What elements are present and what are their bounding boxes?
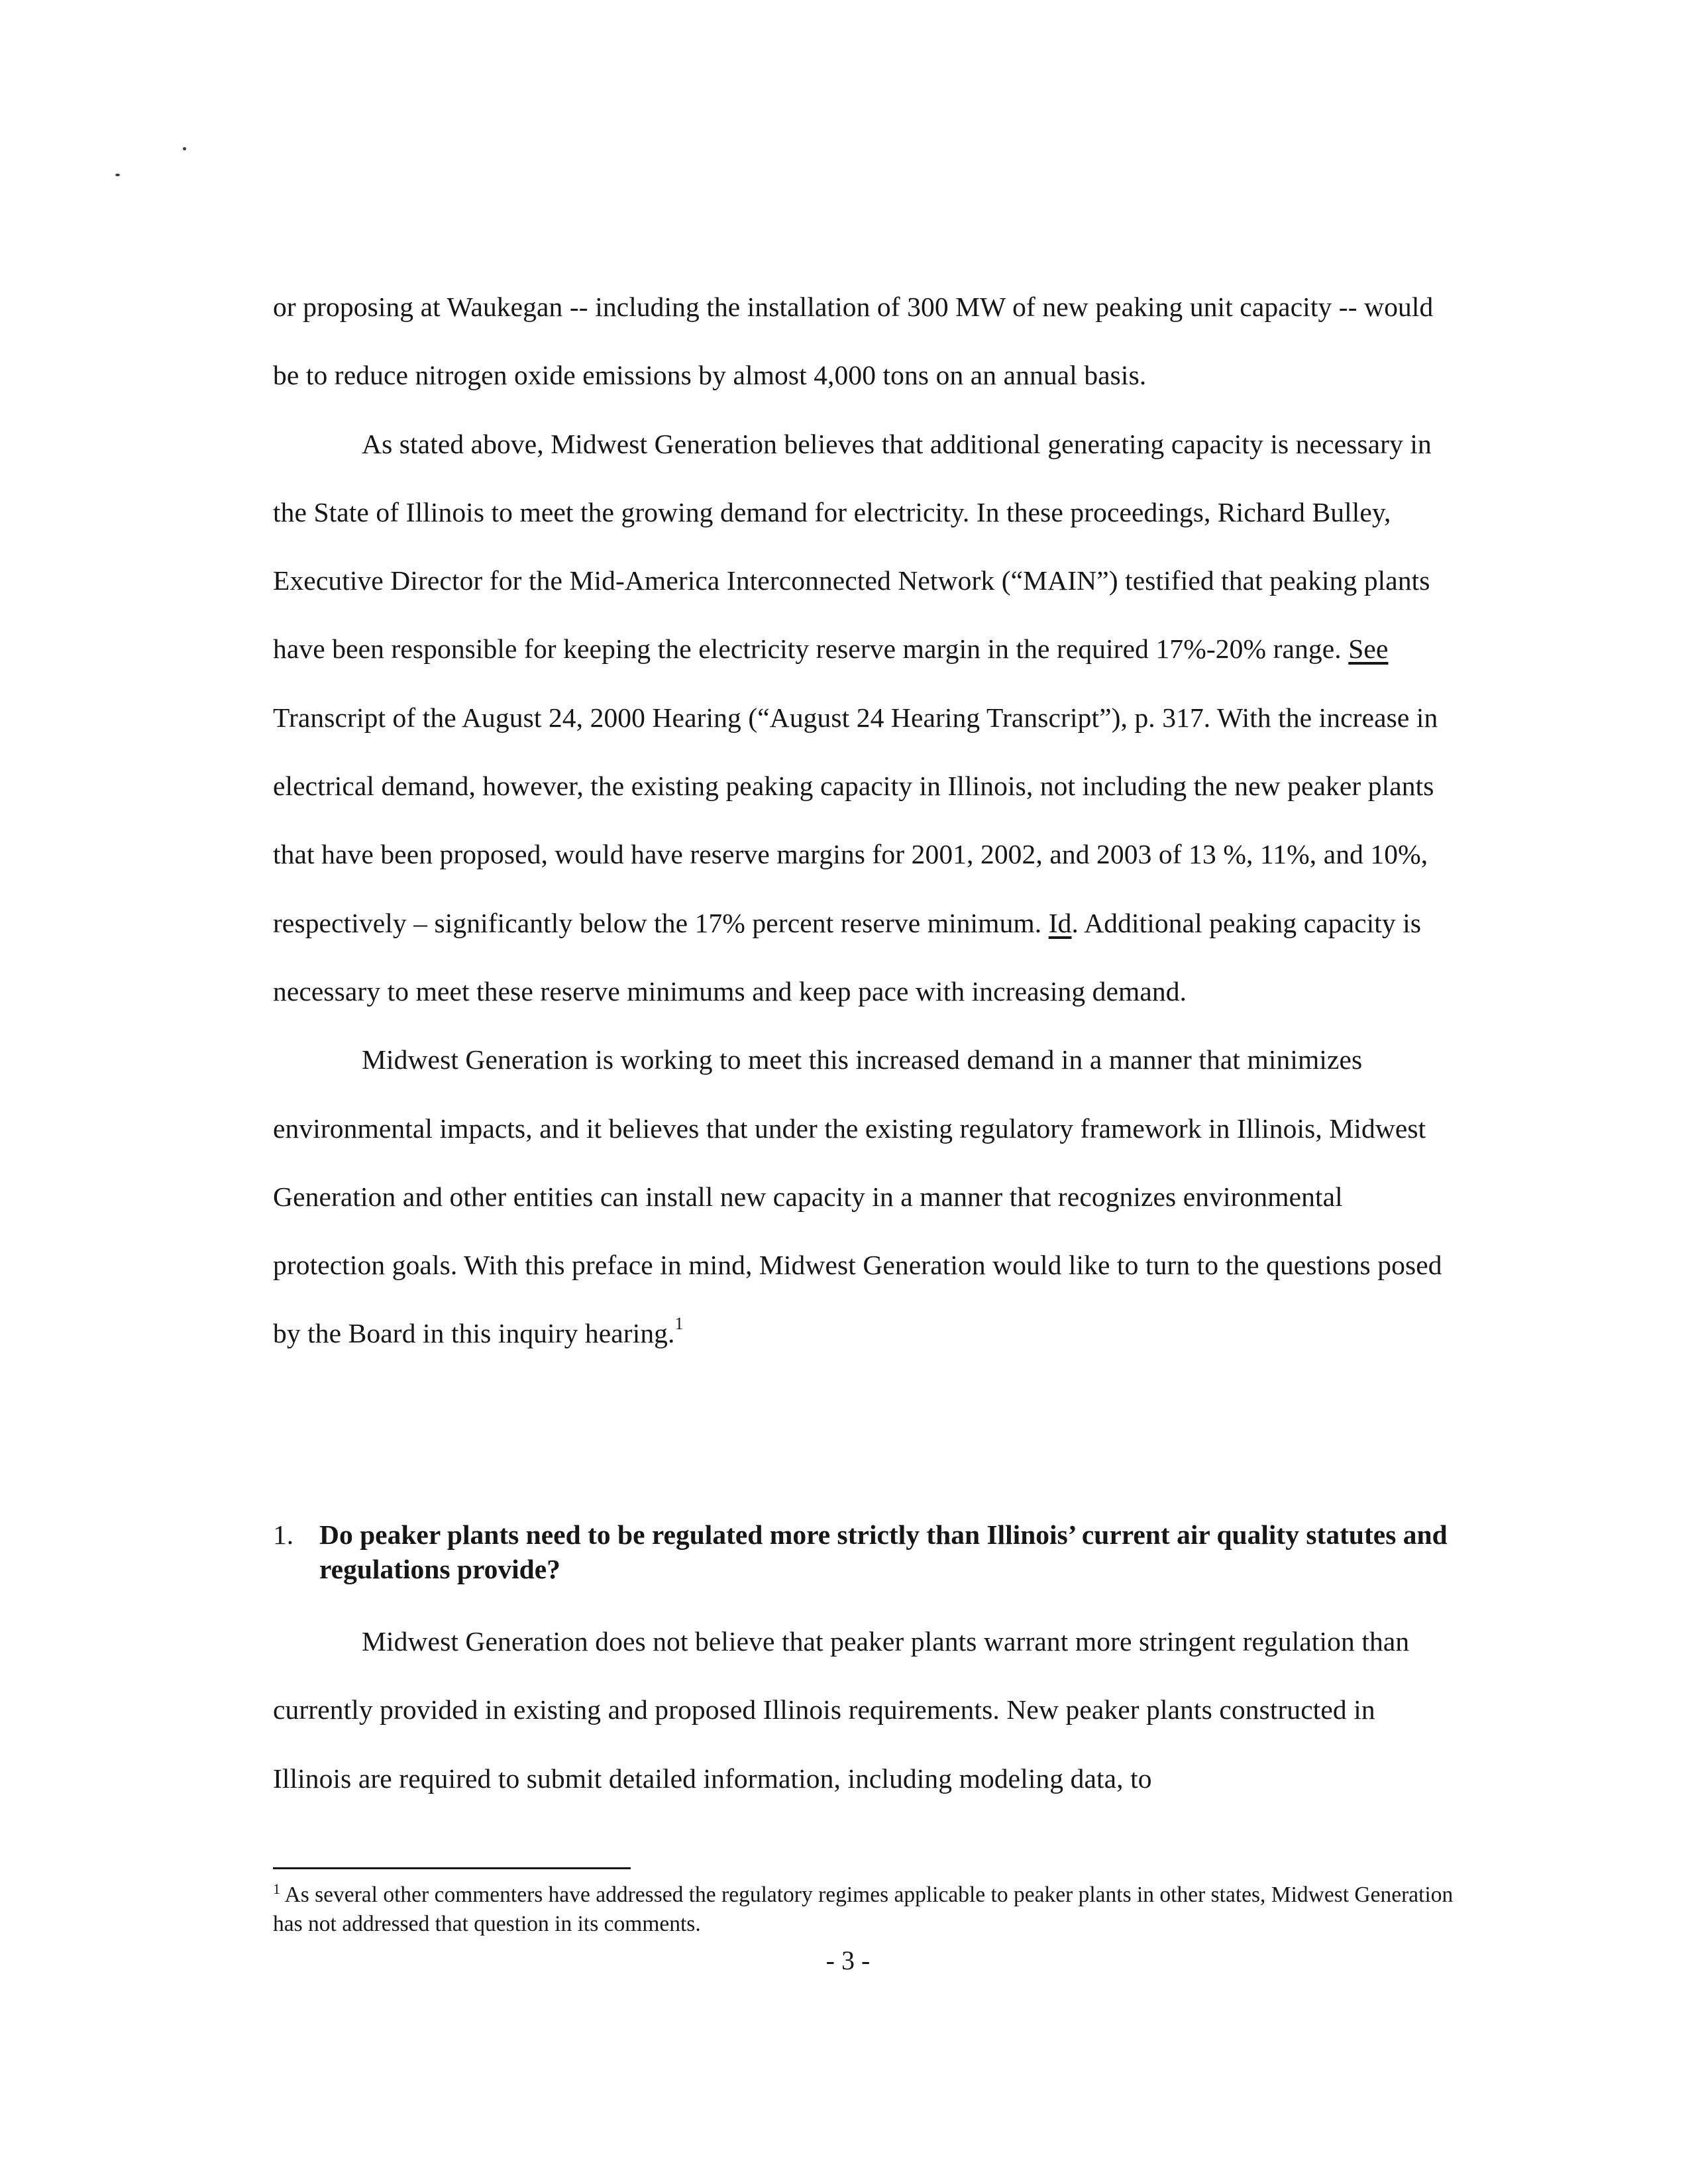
scan-speck xyxy=(183,147,186,150)
paragraph-text: Transcript of the August 24, 2000 Hearing (“August 24 Hearing Transcript”), p. 317. With the increase in electrical demand, however, the existing peaking capacity in Illinois, not including the new peaker plants that have been proposed, would have reserve margins for 2001, 2002, and 2003 of 13 %, 11%, and 10%, respectively – significantly below the 17% percent reserve minimum. xyxy=(273,702,1438,938)
paragraph-stringent-regulation: Midwest Generation does not believe that peaker plants warrant more stringent regulation than currently provided in existing and proposed Illinois requirements. New peaker plants constructed in Illinois are required to submit detailed information, including modeling data, to xyxy=(273,1626,1410,1794)
paragraph-generating-capacity xyxy=(273,410,1459,1026)
paragraph-text: . Additional peaking capacity is necessary to meet these reserve minimums and keep pace with increasing demand. xyxy=(273,907,1422,1007)
citation-id: Id xyxy=(1048,907,1072,938)
paragraph-text: Midwest Generation is working to meet this increased demand in a manner that minimizes environmental impacts, and it believes that under the existing regulatory framework in Illinois, Midwest Generation and other entities can install new capacity in a manner that recognizes environmental protection goals. With this preface in mind, Midwest Generation would like to turn to the questions posed by the Board in this inquiry hearing. xyxy=(273,1044,1442,1349)
section-number: 1. xyxy=(273,1519,294,1550)
continuation-paragraph: or proposing at Waukegan -- including the installation of 300 MW of new peaking unit capacity -- would be to reduce nitrogen oxide emissions by almost 4,000 tons on an annual basis. xyxy=(273,292,1434,391)
body-text-bottom xyxy=(273,1608,1459,1813)
footnote-separator xyxy=(273,1867,631,1869)
body-text-top xyxy=(273,273,1459,1368)
footnote-text: As several other commenters have addressed the regulatory regimes applicable to peaker plants in other states, Midwest Generation has not addressed that question in its comments. xyxy=(273,1883,1454,1936)
footnote-marker: 1 xyxy=(273,1881,280,1897)
paragraph-increased-demand xyxy=(273,1026,1459,1368)
citation-see: See xyxy=(1348,633,1389,665)
footnote-reference: 1 xyxy=(674,1314,684,1334)
scan-speck xyxy=(115,174,120,176)
page-number: - 3 - xyxy=(825,1945,871,1975)
footnote xyxy=(273,1881,1459,1939)
section-heading xyxy=(273,1517,1459,1586)
section-heading-text: Do peaker plants need to be regulated more strictly than Illinois’ current air quality statutes and regulations provide? xyxy=(319,1519,1448,1584)
paragraph-text: As stated above, Midwest Generation believes that additional generating capacity is necessary in the State of Illinois to meet the growing demand for electricity. In these proceedings, Richard Bulley, Executive Director for the Mid-America Interconnected Network (“MAIN”) testified that peaking plants have been responsible for keeping the electricity reserve margin in the required 17%-20% range. xyxy=(273,428,1432,665)
